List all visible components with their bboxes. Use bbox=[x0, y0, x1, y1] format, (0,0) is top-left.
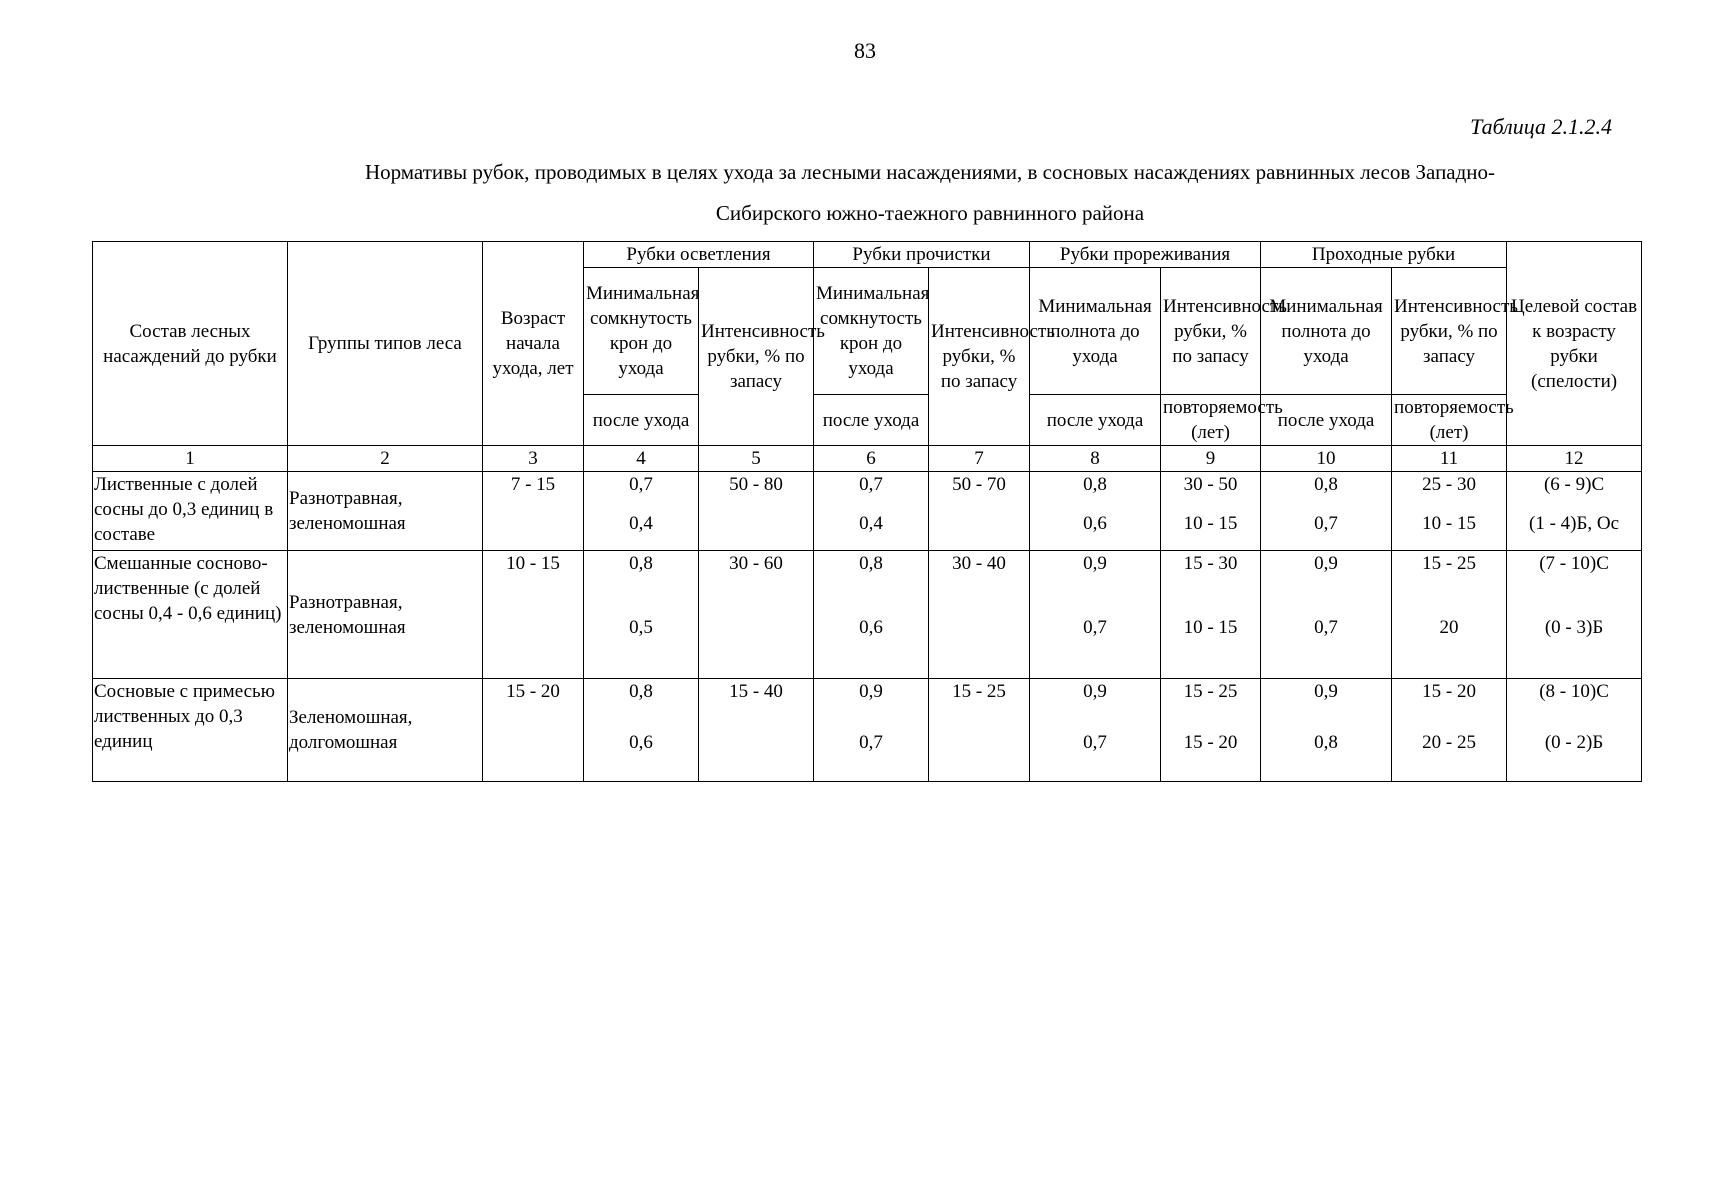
cell-c4 bbox=[584, 472, 699, 551]
cell-c10 bbox=[1261, 472, 1392, 551]
value-after: 0,6 bbox=[859, 617, 883, 638]
column-number: 11 bbox=[1392, 446, 1507, 472]
value-after: 0,4 bbox=[629, 513, 653, 534]
value-before: 15 - 25 bbox=[1422, 553, 1476, 574]
cell-c5: 30 - 60 bbox=[699, 551, 814, 679]
header-min-density-8: Минимальная полнота до ухода bbox=[1030, 268, 1161, 395]
table-title-line-2: Сибирского южно-таежного равнинного района bbox=[715, 201, 1145, 225]
column-number: 8 bbox=[1030, 446, 1161, 472]
cell-c11 bbox=[1392, 472, 1507, 551]
cell-c8 bbox=[1030, 551, 1161, 679]
table-row bbox=[93, 551, 1642, 679]
cell-c10 bbox=[1261, 679, 1392, 782]
value-before: 0,9 bbox=[1083, 553, 1107, 574]
table-row bbox=[93, 472, 1642, 551]
value-after: 0,8 bbox=[1314, 732, 1338, 753]
cell-age: 10 - 15 bbox=[483, 551, 584, 679]
cell-age: 15 - 20 bbox=[483, 679, 584, 782]
cell-c7: 15 - 25 bbox=[929, 679, 1030, 782]
page-number: 83 bbox=[854, 38, 876, 63]
value-before: 0,7 bbox=[859, 474, 883, 495]
cell-c11 bbox=[1392, 551, 1507, 679]
value-before: 30 - 50 bbox=[1183, 474, 1238, 495]
value-after: 20 bbox=[1439, 617, 1459, 638]
header-min-closure-6: Минимальная сомкнутость крон до ухода bbox=[814, 268, 929, 395]
value-after: (0 - 2)Б bbox=[1544, 732, 1604, 753]
cell-composition: Сосновые с примесью лиственных до 0,3 единиц bbox=[93, 679, 288, 782]
header-after-care-4: после ухода bbox=[584, 395, 699, 446]
cell-composition: Смешанные сосново-лиственные (с долей сосны 0,4 - 0,6 единиц) bbox=[93, 551, 288, 679]
cell-c4 bbox=[584, 551, 699, 679]
value-before: (6 - 9)С bbox=[1543, 474, 1605, 495]
value-before: 0,9 bbox=[1083, 681, 1107, 702]
value-before: (8 - 10)С bbox=[1539, 681, 1609, 702]
value-before: 25 - 30 bbox=[1422, 474, 1476, 495]
column-number: 5 bbox=[699, 446, 814, 472]
header-intensity-11: Интенсивность рубки, % по запасу bbox=[1392, 268, 1507, 395]
header-intensity-5: Интенсивность рубки, % по запасу bbox=[699, 268, 814, 446]
cell-c6 bbox=[814, 472, 929, 551]
value-after: 10 - 15 bbox=[1183, 617, 1238, 638]
value-before: 15 - 30 bbox=[1183, 553, 1238, 574]
table-title bbox=[240, 152, 1620, 234]
column-number: 12 bbox=[1507, 446, 1642, 472]
value-before: 15 - 25 bbox=[1183, 681, 1238, 702]
value-after: 0,7 bbox=[1083, 732, 1107, 753]
value-before: 0,9 bbox=[859, 681, 883, 702]
header-start-age: Возраст начала ухода, лет bbox=[483, 242, 584, 446]
value-after: 0,7 bbox=[1314, 513, 1338, 534]
value-after: 10 - 15 bbox=[1183, 513, 1238, 534]
cell-forest-type: Разнотравная, зеленомошная bbox=[288, 551, 483, 679]
value-before: 0,8 bbox=[1314, 474, 1338, 495]
cell-c10 bbox=[1261, 551, 1392, 679]
cell-c6 bbox=[814, 551, 929, 679]
cell-c9 bbox=[1161, 472, 1261, 551]
cell-c7: 30 - 40 bbox=[929, 551, 1030, 679]
value-after: 0,6 bbox=[629, 732, 653, 753]
cell-composition: Лиственные с долей сосны до 0,3 единиц в составе bbox=[93, 472, 288, 551]
column-number: 10 bbox=[1261, 446, 1392, 472]
value-after: (0 - 3)Б bbox=[1544, 617, 1604, 638]
value-before: (7 - 10)С bbox=[1539, 553, 1609, 574]
value-before: 15 - 20 bbox=[1422, 681, 1476, 702]
table-row bbox=[93, 679, 1642, 782]
header-repeat-9: повторяемость (лет) bbox=[1161, 395, 1261, 446]
header-after-care-6: после ухода bbox=[814, 395, 929, 446]
value-after: 0,5 bbox=[629, 617, 653, 638]
value-before: 0,8 bbox=[859, 553, 883, 574]
column-number: 6 bbox=[814, 446, 929, 472]
header-group-prochistki: Рубки прочистки bbox=[814, 242, 1030, 268]
header-composition: Состав лесных насаждений до рубки bbox=[93, 242, 288, 446]
column-number: 3 bbox=[483, 446, 584, 472]
value-after: 0,7 bbox=[1083, 617, 1107, 638]
column-number: 9 bbox=[1161, 446, 1261, 472]
cell-forest-type: Зеленомошная, долгомошная bbox=[288, 679, 483, 782]
cell-c9 bbox=[1161, 679, 1261, 782]
cell-forest-type: Разнотравная, зеленомошная bbox=[288, 472, 483, 551]
value-after: 0,6 bbox=[1083, 513, 1107, 534]
header-after-care-8: после ухода bbox=[1030, 395, 1161, 446]
value-before: 0,9 bbox=[1314, 681, 1338, 702]
header-repeat-11: повторяемость (лет) bbox=[1392, 395, 1507, 446]
value-after: 20 - 25 bbox=[1422, 732, 1476, 753]
cell-c8 bbox=[1030, 472, 1161, 551]
cell-c12 bbox=[1507, 472, 1642, 551]
value-after: 0,7 bbox=[1314, 617, 1338, 638]
value-after: 10 - 15 bbox=[1422, 513, 1476, 534]
value-before: 0,8 bbox=[629, 681, 653, 702]
value-before: 0,8 bbox=[1083, 474, 1107, 495]
header-target-composition: Целевой состав к возрасту рубки (спелости) bbox=[1507, 242, 1642, 446]
cell-c11 bbox=[1392, 679, 1507, 782]
header-intensity-9: Интенсивность рубки, % по запасу bbox=[1161, 268, 1261, 395]
table-label: Таблица 2.1.2.4 bbox=[1470, 114, 1612, 139]
value-after: (1 - 4)Б, Ос bbox=[1529, 513, 1620, 534]
cell-c12 bbox=[1507, 551, 1642, 679]
header-after-care-10: после ухода bbox=[1261, 395, 1392, 446]
table-title-line-1: Нормативы рубок, проводимых в целях ухода за лесными насаждениями, в сосновых насаждениях равнинных лесов Западно- bbox=[364, 160, 1496, 184]
header-intensity-7: Интенсивность рубки, % по запасу bbox=[929, 268, 1030, 446]
cell-c6 bbox=[814, 679, 929, 782]
value-before: 0,8 bbox=[629, 553, 653, 574]
cell-c5: 15 - 40 bbox=[699, 679, 814, 782]
header-group-prorezhivanie: Рубки прореживания bbox=[1030, 242, 1261, 268]
header-min-density-10: Минимальная полнота до ухода bbox=[1261, 268, 1392, 395]
header-min-closure-4: Минимальная сомкнутость крон до ухода bbox=[584, 268, 699, 395]
cell-c7: 50 - 70 bbox=[929, 472, 1030, 551]
value-after: 0,4 bbox=[859, 513, 883, 534]
value-before: 0,7 bbox=[629, 474, 653, 495]
column-number: 7 bbox=[929, 446, 1030, 472]
cell-c4 bbox=[584, 679, 699, 782]
header-forest-type-groups: Группы типов леса bbox=[288, 242, 483, 446]
header-group-prohodnye: Проходные рубки bbox=[1261, 242, 1507, 268]
value-after: 15 - 20 bbox=[1183, 732, 1238, 753]
value-after: 0,7 bbox=[859, 732, 883, 753]
column-number: 4 bbox=[584, 446, 699, 472]
cell-c8 bbox=[1030, 679, 1161, 782]
norms-table bbox=[92, 241, 1642, 782]
column-number: 2 bbox=[288, 446, 483, 472]
cell-age: 7 - 15 bbox=[483, 472, 584, 551]
value-before: 0,9 bbox=[1314, 553, 1338, 574]
cell-c5: 50 - 80 bbox=[699, 472, 814, 551]
cell-c9 bbox=[1161, 551, 1261, 679]
column-number: 1 bbox=[93, 446, 288, 472]
header-group-osvetlenie: Рубки осветления bbox=[584, 242, 814, 268]
cell-c12 bbox=[1507, 679, 1642, 782]
